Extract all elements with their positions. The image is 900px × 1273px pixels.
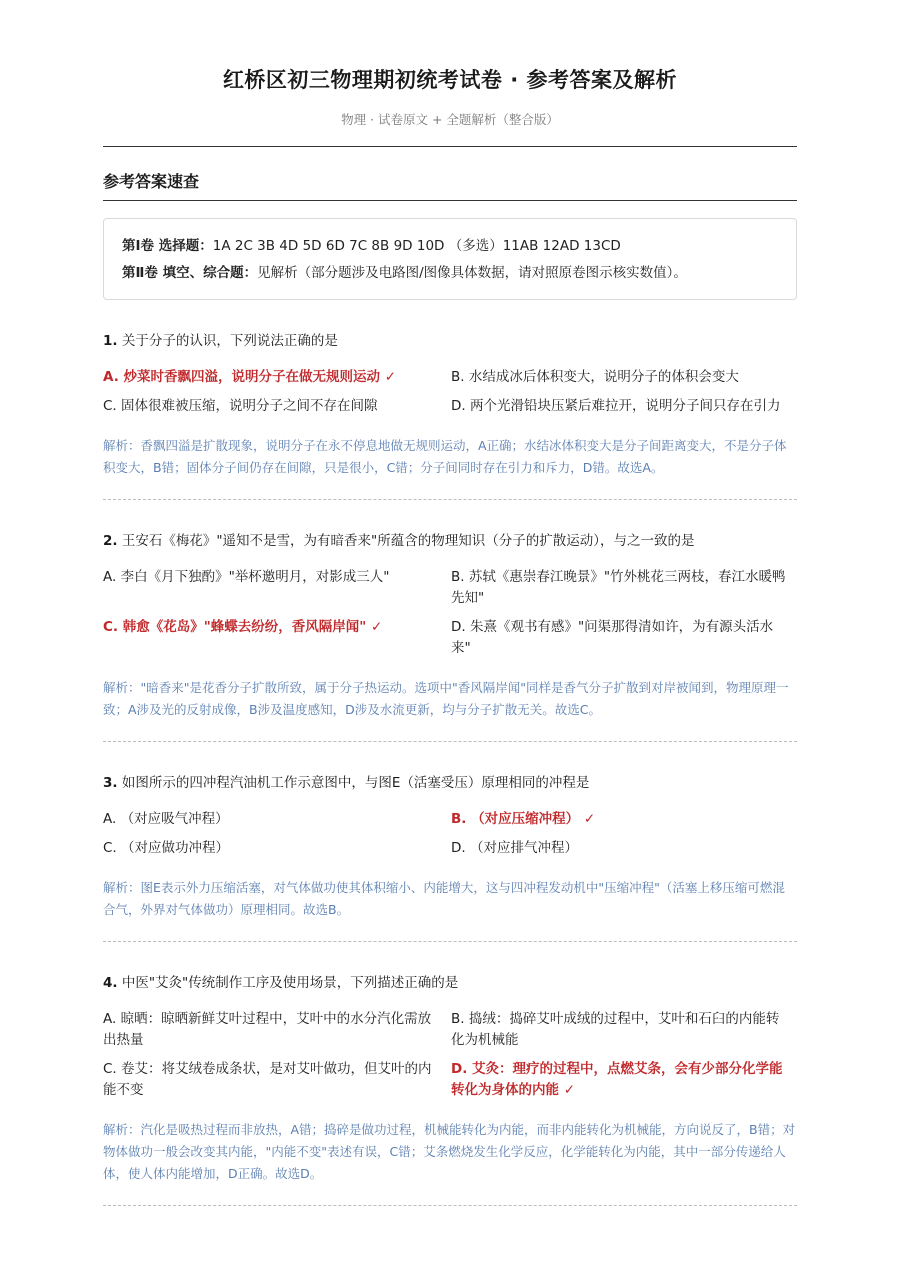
question-4 xyxy=(103,942,797,1206)
question-number: 4. xyxy=(103,975,118,991)
document-title: 红桥区初三物理期初统考试卷 · 参考答案及解析 xyxy=(222,68,678,92)
option-d: D. 两个光滑铅块压紧后难拉开，说明分子间只存在引力 xyxy=(451,398,781,414)
option-d: D. 朱熹《观书有感》"问渠那得清如许，为有源头活水来" xyxy=(451,619,774,656)
option-b: B. 捣绒：捣碎艾叶成绒的过程中，艾叶和石臼的内能转化为机械能 xyxy=(451,1011,780,1048)
analysis-text: 解析："暗香来"是花香分子扩散所致，属于分子热运动。选项中"香风隔岸闻"同样是香气分子扩散到对岸被闻到，物理原理一致；A涉及光的反射成像，B涉及温度感知，D涉及水流更新，均与分子扩散无关。故选C。 xyxy=(103,680,789,717)
question-stem xyxy=(103,331,797,351)
analysis-text: 解析：香飘四溢是扩散现象，说明分子在永不停息地做无规则运动，A正确；水结冰体积变大是分子间距离变大，不是分子体积变大，B错；固体分子间仍存在间隙，只是很小，C错；分子间同时存在引力和斥力，D错。故选A。 xyxy=(103,438,787,475)
analysis-text: 解析：汽化是吸热过程而非放热，A错；捣碎是做功过程，机械能转化为内能，而非内能转化为机械能，方向说反了，B错；对物体做功一般会改变其内能，"内能不变"表述有误，C错；艾条燃烧发生化学反应，化学能转化为内能，其中一部分传递给人体，使人体内能增加，D正确。故选D。 xyxy=(103,1122,796,1181)
header-divider xyxy=(103,146,797,147)
question-1 xyxy=(103,300,797,500)
question-stem xyxy=(103,531,797,551)
question-number: 2. xyxy=(103,533,118,549)
option-a: A. 李白《月下独酌》"举杯邀明月，对影成三人" xyxy=(103,569,390,585)
answer-line-part2-label: 第Ⅱ卷 填空、综合题： xyxy=(122,265,258,281)
option-a: A. 炒菜时香飘四溢，说明分子在做无规则运动 ✓ xyxy=(103,369,397,385)
option-b: B. 水结成冰后体积变大，说明分子的体积会变大 xyxy=(451,369,739,385)
option-c: C. （对应做功冲程） xyxy=(103,840,230,856)
question-text: 如图所示的四冲程汽油机工作示意图中，与图E（活塞受压）原理相同的冲程是 xyxy=(121,775,590,791)
question-text: 中医"艾灸"传统制作工序及使用场景，下列描述正确的是 xyxy=(121,975,459,991)
option-a: A. 晾晒：晾晒新鲜艾叶过程中，艾叶中的水分汽化需放出热量 xyxy=(103,1011,432,1048)
answer-line-part2-text: 见解析（部分题涉及电路图/图像具体数据，请对照原卷图示核实数值）。 xyxy=(257,265,687,281)
option-list xyxy=(103,809,797,859)
question-2 xyxy=(103,500,797,742)
option-list xyxy=(103,567,797,659)
answer-line-part1-text: 1A 2C 3B 4D 5D 6D 7C 8B 9D 10D （多选）11AB 12AD 13CD xyxy=(212,238,621,254)
question-3 xyxy=(103,742,797,942)
question-text: 王安石《梅花》"遥知不是雪，为有暗香来"所蕴含的物理知识（分子的扩散运动），与之一致的是 xyxy=(121,533,695,549)
option-list xyxy=(103,367,797,417)
answers-section-title: 参考答案速查 xyxy=(103,169,797,201)
answer-summary-box xyxy=(103,218,797,300)
option-c: C. 固体很难被压缩，说明分子之间不存在间隙 xyxy=(103,398,378,414)
option-c: C. 韩愈《花岛》"蜂蝶去纷纷，香风隔岸闻" ✓ xyxy=(103,619,383,635)
question-number: 1. xyxy=(103,333,118,349)
question-number: 3. xyxy=(103,775,118,791)
document-subtitle: 物理 · 试卷原文 + 全题解析（整合版） xyxy=(341,112,559,127)
option-list xyxy=(103,1009,797,1101)
option-d: D. （对应排气冲程） xyxy=(451,840,578,856)
question-stem xyxy=(103,773,797,793)
option-d: D. 艾灸：理疗的过程中，点燃艾条，会有少部分化学能转化为身体的内能 ✓ xyxy=(451,1061,783,1098)
analysis-text: 解析：图E表示外力压缩活塞，对气体做功使其体积缩小、内能增大，这与四冲程发动机中"压缩冲程"（活塞上移压缩可燃混合气，外界对气体做功）原理相同。故选B。 xyxy=(103,880,785,917)
document-page xyxy=(103,0,797,1206)
answer-line-part1-label: 第Ⅰ卷 选择题： xyxy=(122,238,213,254)
answer-line-part2 xyxy=(122,260,778,287)
option-b: B. （对应压缩冲程） ✓ xyxy=(451,811,596,827)
question-stem xyxy=(103,973,797,993)
option-b: B. 苏轼《惠崇春江晚景》"竹外桃花三两枝，春江水暖鸭先知" xyxy=(451,569,786,606)
question-text: 关于分子的认识，下列说法正确的是 xyxy=(121,333,338,349)
answer-line-part1 xyxy=(122,233,778,260)
option-c: C. 卷艾：将艾绒卷成条状，是对艾叶做功，但艾叶的内能不变 xyxy=(103,1061,432,1098)
option-a: A. （对应吸气冲程） xyxy=(103,811,229,827)
